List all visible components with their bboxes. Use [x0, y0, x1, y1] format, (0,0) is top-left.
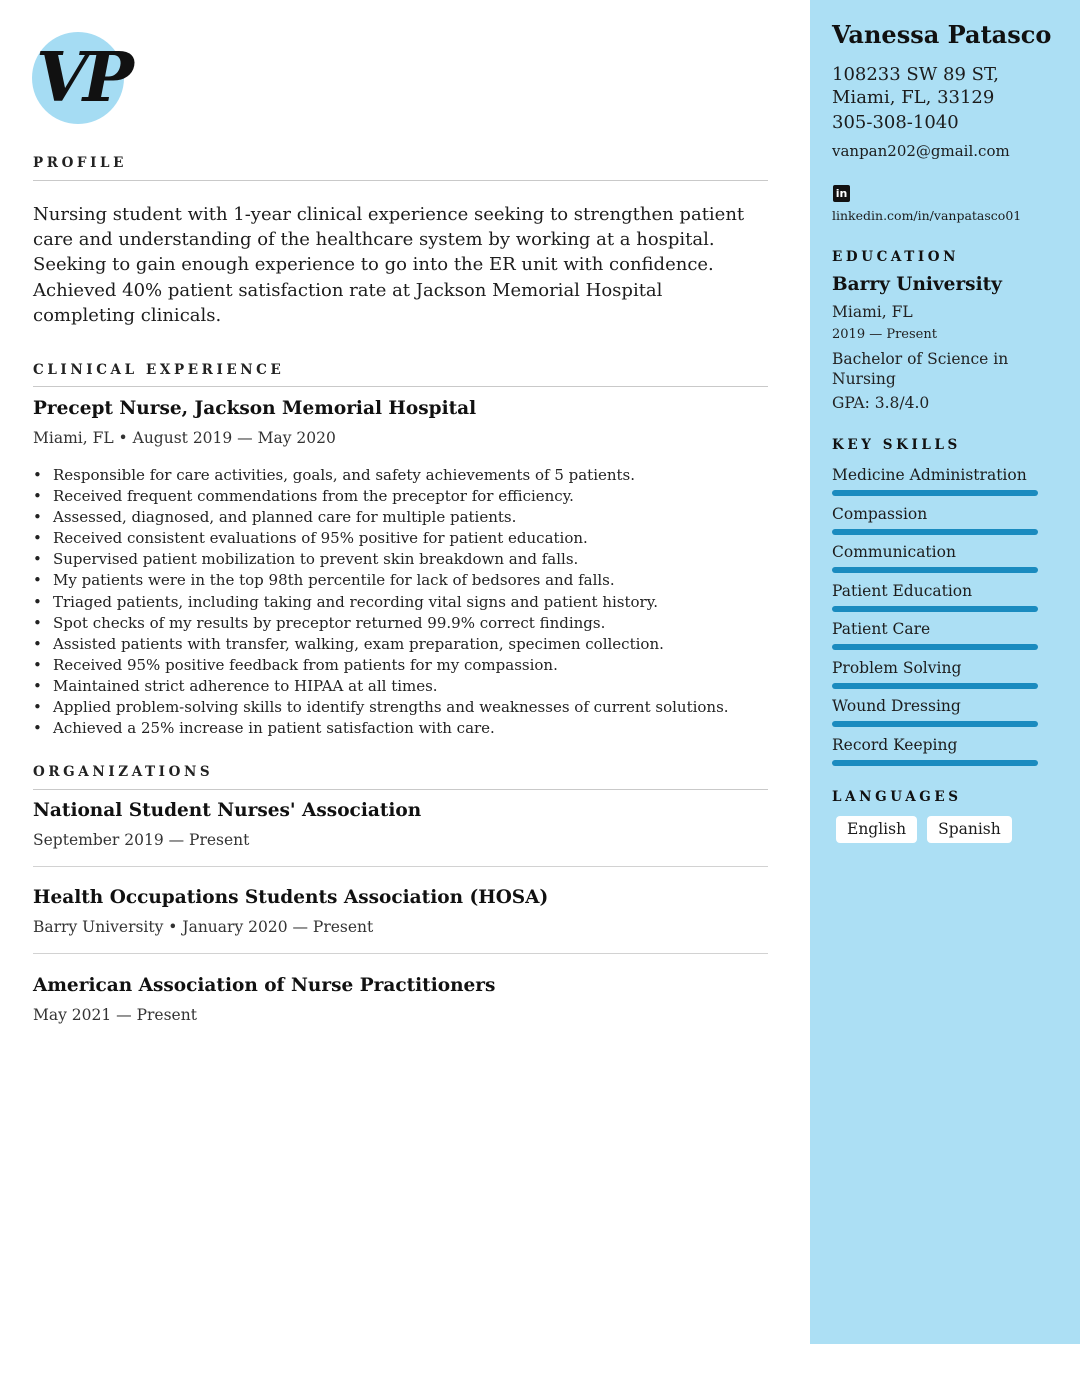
skill-label: Medicine Administration — [832, 466, 1027, 484]
organization-divider — [33, 953, 768, 954]
skill-item — [832, 466, 1038, 505]
email-address[interactable]: vanpan202@gmail.com — [832, 142, 1010, 160]
organization-meta: May 2021 — Present — [33, 1006, 197, 1024]
skill-item — [832, 505, 1038, 544]
skill-level-bar — [832, 606, 1038, 612]
phone-number: 305-308-1040 — [832, 112, 959, 133]
profile-heading: PROFILE — [33, 155, 128, 171]
languages-list — [836, 816, 1012, 843]
job-bullet: • Maintained strict adherence to HIPAA at all times. — [33, 676, 793, 697]
job-bullet: • Received 95% positive feedback from patients for my compassion. — [33, 655, 793, 676]
skill-level-bar — [832, 567, 1038, 573]
organizations-divider — [33, 789, 768, 790]
experience-heading: CLINICAL EXPERIENCE — [33, 362, 285, 378]
skill-level-bar — [832, 644, 1038, 650]
job-bullet-list — [33, 465, 793, 739]
skill-level-bar — [832, 683, 1038, 689]
skill-level-bar — [832, 760, 1038, 766]
organization-name: National Student Nurses' Association — [33, 800, 422, 821]
job-bullet: • Spot checks of my results by preceptor returned 99.9% correct findings. — [33, 613, 793, 634]
address-line-1: 108233 SW 89 ST, — [832, 64, 1000, 85]
languages-heading: LANGUAGES — [832, 789, 962, 805]
organization-meta: September 2019 — Present — [33, 831, 250, 849]
school-name: Barry University — [832, 274, 1002, 295]
job-bullet: • Received frequent commendations from the preceptor for efficiency. — [33, 486, 793, 507]
address-line-2: Miami, FL, 33129 — [832, 86, 995, 108]
linkedin-icon: in — [833, 185, 850, 202]
skill-label: Wound Dressing — [832, 697, 961, 715]
monogram-initials: VP — [36, 38, 128, 118]
skill-item — [832, 736, 1038, 775]
job-bullet: • Assessed, diagnosed, and planned care for multiple patients. — [33, 507, 793, 528]
skill-label: Patient Care — [832, 620, 931, 638]
skill-level-bar — [832, 721, 1038, 727]
organization-meta: Barry University • January 2020 — Present — [33, 918, 374, 936]
skill-label: Record Keeping — [832, 735, 958, 754]
address — [832, 64, 999, 109]
job-bullet: • Supervised patient mobilization to prevent skin breakdown and falls. — [33, 549, 793, 570]
degree: Bachelor of Science in Nursing — [832, 350, 1009, 388]
language-tag: Spanish — [927, 816, 1012, 843]
monogram-logo — [32, 32, 128, 124]
job-bullet: • Achieved a 25% increase in patient satisfaction with care. — [33, 718, 793, 739]
skill-label: Problem Solving — [832, 658, 962, 677]
school-location: Miami, FL — [832, 303, 913, 321]
skill-label: Communication — [832, 543, 956, 561]
education-heading: EDUCATION — [832, 249, 960, 265]
job-bullet: • Applied problem-solving skills to identify strengths and weaknesses of current solutions. — [33, 697, 793, 718]
linkedin-link[interactable]: linkedin.com/in/vanpatasco01 — [832, 208, 1022, 223]
job-bullet: • Assisted patients with transfer, walking, exam preparation, specimen collection. — [33, 634, 793, 655]
gpa: GPA: 3.8/4.0 — [832, 394, 930, 412]
skill-item — [832, 659, 1038, 698]
skill-item — [832, 620, 1038, 659]
language-tag: English — [836, 816, 917, 843]
candidate-name: Vanessa Patasco — [832, 20, 1052, 49]
skill-level-bar — [832, 529, 1038, 535]
job-title: Precept Nurse, Jackson Memorial Hospital — [33, 398, 477, 419]
profile-divider — [33, 180, 768, 181]
organization-divider — [33, 866, 768, 867]
skill-label: Patient Education — [832, 581, 973, 600]
job-bullet: • Responsible for care activities, goals, and safety achievements of 5 patients. — [33, 465, 793, 486]
skill-level-bar — [832, 490, 1038, 496]
skill-item — [832, 697, 1038, 736]
skill-item — [832, 543, 1038, 582]
organization-name: American Association of Nurse Practitioners — [33, 975, 496, 996]
experience-divider — [33, 386, 768, 387]
job-meta: Miami, FL • August 2019 — May 2020 — [33, 429, 336, 447]
profile-summary: Nursing student with 1-year clinical experience seeking to strengthen patient care and understanding of the healthcare system by working at a hospital. Seeking to gain enough experience to go into the ER unit with confidence. Achieved 40% patient satisfaction rate at Jackson Memorial Hospital completing clinicals. — [33, 204, 745, 326]
skill-label: Compassion — [832, 504, 928, 523]
organizations-heading: ORGANIZATIONS — [33, 764, 214, 780]
education-dates: 2019 — Present — [832, 327, 937, 342]
job-bullet: • Received consistent evaluations of 95% positive for patient education. — [33, 528, 793, 549]
skill-item — [832, 582, 1038, 621]
skills-list — [832, 466, 1038, 774]
organization-name: Health Occupations Students Association (HOSA) — [33, 887, 549, 908]
skills-heading: KEY SKILLS — [832, 437, 961, 453]
job-bullet: • Triaged patients, including taking and recording vital signs and patient history. — [33, 592, 793, 613]
job-bullet: • My patients were in the top 98th percentile for lack of bedsores and falls. — [33, 570, 793, 591]
